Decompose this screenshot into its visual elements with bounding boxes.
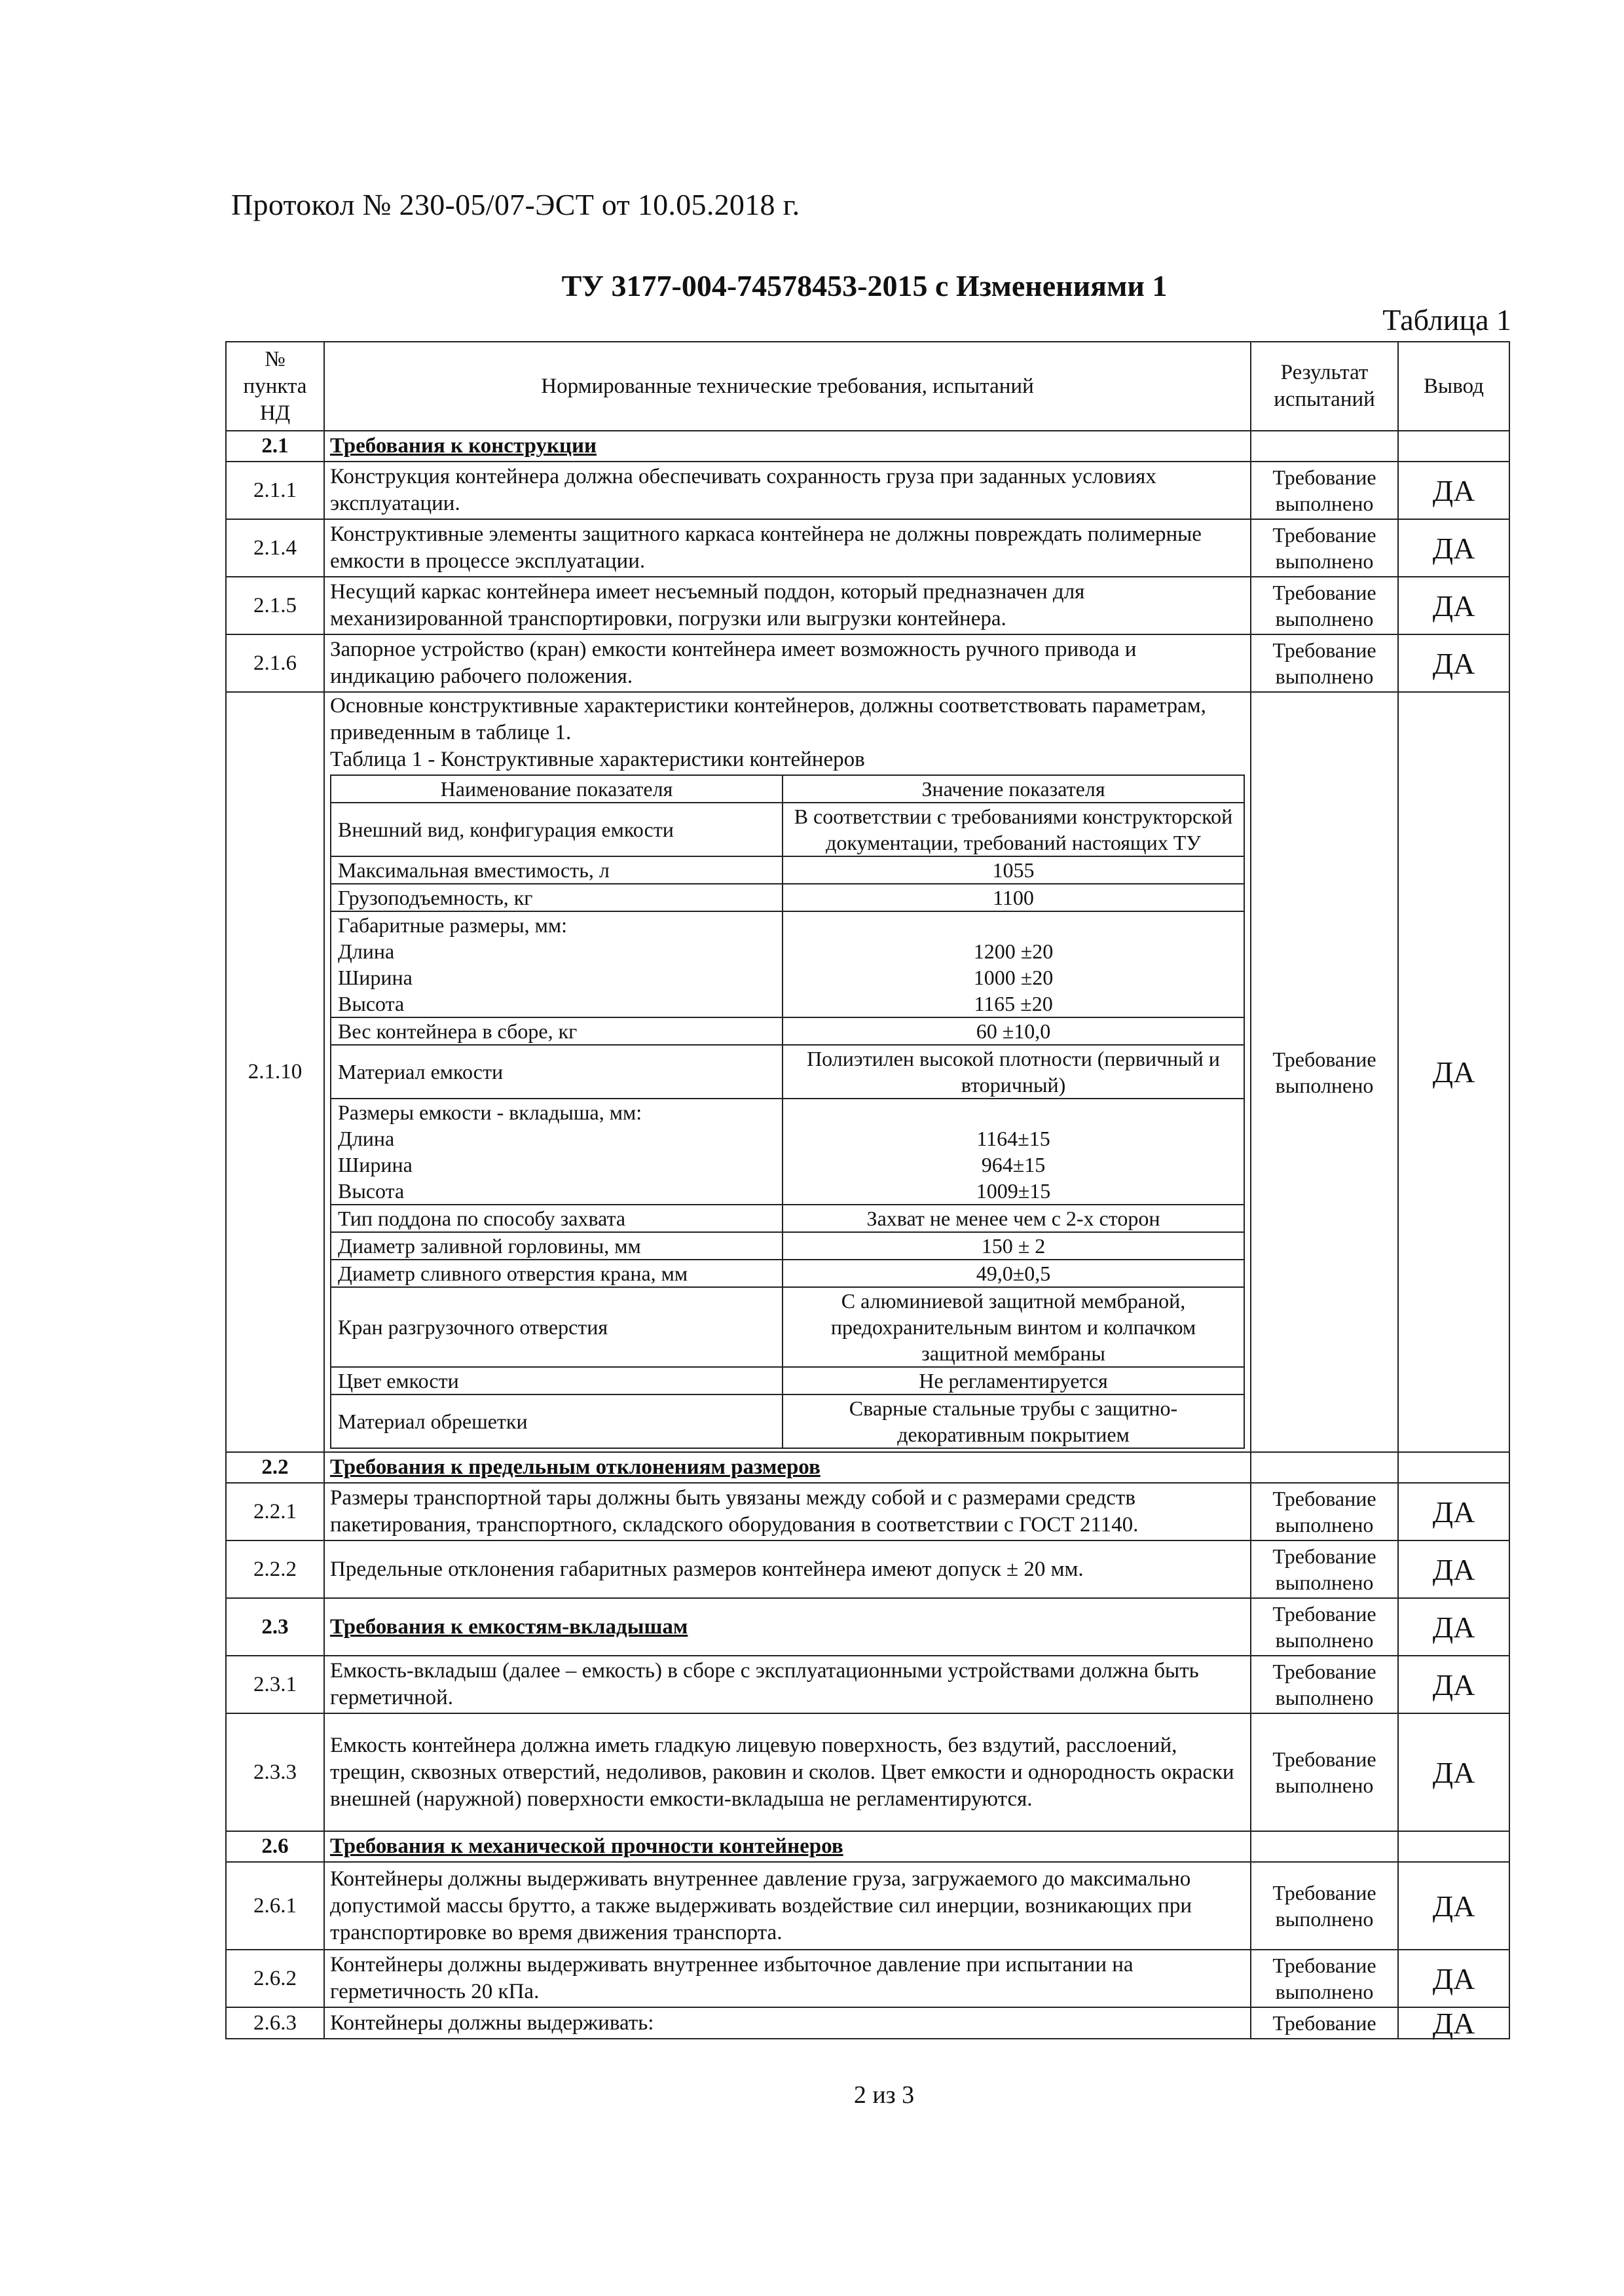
characteristics-table [330,774,1245,1449]
param-name: Кран разгрузочного отверстия [331,1287,783,1367]
inner-row [331,1367,1244,1394]
table-row [226,1656,1509,1713]
row-result: Требование выполнено [1251,519,1398,577]
row-output: ДА [1398,634,1509,692]
section-row [226,1452,1509,1483]
row-output: ДА [1398,1950,1509,2007]
row-num: 2.6.1 [226,1862,324,1950]
inner-table-caption: Таблица 1 - Конструктивные характеристики контейнеров [330,748,865,771]
param-name: Грузоподъемность, кг [331,884,783,911]
param-name: Вес контейнера в сборе, кг [331,1017,783,1045]
row-result: Требование выполнено [1251,1862,1398,1950]
table-row [226,2007,1509,2039]
row-result: Требование выполнено [1251,1713,1398,1831]
row-output: ДА [1398,462,1509,519]
row-num: 2.3.3 [226,1713,324,1831]
param-value: 1000 ±20 [973,966,1054,989]
table-row [226,1540,1509,1598]
row-result: Требование выполнено [1251,1483,1398,1540]
header-result: Результат испытаний [1251,342,1398,431]
inner-row [331,803,1244,856]
row-output: ДА [1398,2007,1509,2039]
param-value: Не регламентируется [783,1367,1244,1394]
param-name: Диаметр заливной горловины, мм [331,1232,783,1260]
section-num: 2.3 [226,1598,324,1656]
param-value: Захват не менее чем с 2-х сторон [783,1205,1244,1232]
param-value: В соответствии с требованиями конструкторской документации, требований настоящих ТУ [783,803,1244,856]
section-title: Требования к механической прочности контейнеров [330,1834,843,1858]
inner-row [331,1099,1244,1205]
row-num: 2.1.5 [226,577,324,634]
page-number: 2 из 3 [853,2081,915,2109]
inner-row [331,911,1244,1017]
inner-head-value: Значение показателя [783,775,1244,803]
row-num: 2.6.2 [226,1950,324,2007]
header-num: № пункта НД [226,342,324,431]
param-value: 1100 [783,884,1244,911]
table-row [226,1483,1509,1540]
inner-row [331,856,1244,884]
header-output: Вывод [1398,342,1509,431]
param-value: Сварные стальные трубы с защитно-декоративным покрытием [783,1394,1244,1448]
row-output: ДА [1398,1713,1509,1831]
characteristics-intro: Основные конструктивные характеристики контейнеров, должны соответствовать параметрам, приведенным в таблице 1. [330,694,1206,744]
section-row [226,1831,1509,1862]
section-title: Требования к предельным отклонениям размеров [330,1455,821,1479]
row-output: ДА [1398,577,1509,634]
param-value: 49,0±0,5 [783,1260,1244,1287]
protocol-line: Протокол № 230-05/07-ЭСТ от 10.05.2018 г. [231,188,800,221]
row-output: ДА [1398,1598,1509,1656]
param-value: 1164±15 [976,1127,1050,1150]
param-name: Материал обрешетки [331,1394,783,1448]
table-row [226,1713,1509,1831]
table-row-characteristics [226,692,1509,1452]
param-name: Диаметр сливного отверстия крана, мм [331,1260,783,1287]
row-requirement: Емкость-вкладыш (далее – емкость) в сборе с эксплуатационными устройствами должна быть герметичной. [324,1656,1251,1713]
inner-row [331,1045,1244,1099]
section-title: Требования к конструкции [330,434,597,458]
row-requirement: Предельные отклонения габаритных размеров контейнера имеют допуск ± 20 мм. [324,1540,1251,1598]
row-result: Требование выполнено [1251,462,1398,519]
row-requirement: Запорное устройство (кран) емкости контейнера имеет возможность ручного привода и индикацию рабочего положения. [324,634,1251,692]
row-num: 2.2.1 [226,1483,324,1540]
param-sublabel: Длина [338,939,395,963]
row-requirement: Контейнеры должны выдерживать внутреннее избыточное давление при испытании на герметичность 20 кПа. [324,1950,1251,2007]
param-value: 1165 ±20 [974,992,1053,1015]
table-row [226,634,1509,692]
row-result: Требование [1251,2007,1398,2039]
param-sublabel: Длина [338,1127,395,1150]
inner-row [331,1017,1244,1045]
inner-row [331,1394,1244,1448]
row-requirement: Контейнеры должны выдерживать: [324,2007,1251,2039]
param-name: Цвет емкости [331,1367,783,1394]
row-output: ДА [1398,1540,1509,1598]
row-num: 2.1.4 [226,519,324,577]
row-result: Требование выполнено [1251,634,1398,692]
section-num: 2.2 [226,1452,324,1483]
param-name: Тип поддона по способу захвата [331,1205,783,1232]
param-name: Максимальная вместимость, л [331,856,783,884]
row-result: Требование выполнено [1251,577,1398,634]
param-value: С алюминиевой защитной мембраной, предохранительным винтом и колпачком защитной мембраны [783,1287,1244,1367]
table-row [226,577,1509,634]
row-num: 2.6.3 [226,2007,324,2039]
row-requirement: Несущий каркас контейнера имеет несъемный поддон, который предназначен для механизированной транспортировки, погрузки или выгрузки контейнера. [324,577,1251,634]
param-name: Внешний вид, конфигурация емкости [331,803,783,856]
section-row [226,1598,1509,1656]
param-value: 1055 [783,856,1244,884]
table-row [226,462,1509,519]
param-value: 150 ± 2 [783,1232,1244,1260]
row-requirement: Размеры транспортной тары должны быть увязаны между собой и с размерами средств пакетирования, транспортного, складского оборудования в соответствии с ГОСТ 21140. [324,1483,1251,1540]
table-row [226,1950,1509,2007]
document-title: ТУ 3177-004-74578453-2015 с Изменениями 1 [561,269,1168,302]
row-result: Требование выполнено [1251,1656,1398,1713]
row-num: 2.2.2 [226,1540,324,1598]
header-requirements: Нормированные технические требования, испытаний [324,342,1251,431]
row-result: Требование выполнено [1251,692,1398,1452]
param-sublabel: Высота [338,1179,405,1203]
inner-header-row [331,775,1244,803]
table-header-row [226,342,1509,431]
inner-row [331,884,1244,911]
row-output: ДА [1398,519,1509,577]
section-num: 2.6 [226,1831,324,1862]
row-num: 2.1.1 [226,462,324,519]
inner-head-name: Наименование показателя [331,775,783,803]
row-result: Требование выполнено [1251,1950,1398,2007]
param-sublabel: Ширина [338,966,413,989]
param-name: Габаритные размеры, мм: [338,913,568,937]
section-num: 2.1 [226,431,324,462]
param-name: Размеры емкости - вкладыша, мм: [338,1101,642,1124]
param-value: Полиэтилен высокой плотности (первичный и вторичный) [783,1045,1244,1099]
table-row [226,1862,1509,1950]
row-output: ДА [1398,1656,1509,1713]
row-output: ДА [1398,692,1509,1452]
param-name: Материал емкости [331,1045,783,1099]
table-row [226,519,1509,577]
inner-row [331,1260,1244,1287]
row-requirement: Конструкция контейнера должна обеспечивать сохранность груза при заданных условиях эксплуатации. [324,462,1251,519]
table-label: Таблица 1 [1382,303,1511,337]
row-requirement: Контейнеры должны выдерживать внутреннее давление груза, загружаемого до максимально допустимой массы брутто, а также выдерживать воздействие сил инерции, возникающих при транспортировке во время движения транспорта. [324,1862,1251,1950]
param-value: 1009±15 [976,1179,1051,1203]
row-output: ДА [1398,1862,1509,1950]
row-result: Требование выполнено [1251,1540,1398,1598]
row-result: Требование выполнено [1251,1598,1398,1656]
section-title: Требования к емкостям-вкладышам [330,1614,688,1639]
section-row [226,431,1509,462]
param-sublabel: Высота [338,992,405,1015]
row-num: 2.3.1 [226,1656,324,1713]
inner-row [331,1287,1244,1367]
row-requirement: Емкость контейнера должна иметь гладкую лицевую поверхность, без вздутий, расслоений, трещин, сквозных отверстий, недоливов, раковин и сколов. Цвет емкости и однородность окраски внешней (наружной) поверхности емкости-вкладыша не регламентируются. [324,1713,1251,1831]
inner-row [331,1232,1244,1260]
row-num: 2.1.6 [226,634,324,692]
row-output: ДА [1398,1483,1509,1540]
row-requirement: Конструктивные элементы защитного каркаса контейнера не должны повреждать полимерные емкости в процессе эксплуатации. [324,519,1251,577]
inner-row [331,1205,1244,1232]
param-value: 964±15 [981,1153,1046,1176]
row-num: 2.1.10 [226,692,324,1452]
param-sublabel: Ширина [338,1153,413,1176]
requirements-table [225,341,1510,2039]
param-value: 1200 ±20 [973,939,1054,963]
param-value: 60 ±10,0 [783,1017,1244,1045]
